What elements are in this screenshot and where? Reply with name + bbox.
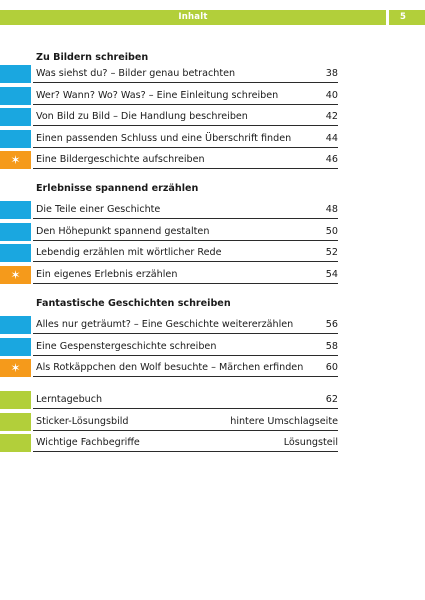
toc-entry[interactable] [0,413,338,431]
toc-entry-title: Die Teile einer Geschichte [36,204,161,215]
star-icon: ✶ [10,153,21,167]
section-heading: Erlebnisse spannend erzählen [36,183,199,194]
toc-entry[interactable] [0,65,338,83]
divider-line [33,168,338,169]
toc-entry-page: 40 [325,89,338,101]
toc-entry-title: Sticker-Lösungsbild [36,415,129,427]
chapter-marker [0,223,31,241]
toc-entry-page: hintere Umschlagseite [230,415,338,427]
chapter-marker [0,108,31,126]
toc-entry-title: Den Höhepunkt spannend gestalten [36,225,210,237]
divider-line [33,240,338,241]
divider-line [33,104,338,105]
toc-entry-page: 50 [325,225,338,237]
toc-entry[interactable] [0,266,338,284]
divider-line [33,451,338,452]
toc-entry-page: 48 [325,204,338,215]
toc-entry-title: Eine Gespenstergeschichte schreiben [36,340,217,352]
chapter-marker [0,201,31,219]
divider-line [33,82,338,83]
section-heading: Zu Bildern schreiben [36,52,149,63]
chapter-marker [0,244,31,262]
toc-entry-page: 44 [325,132,338,144]
toc-entry-title: Alles nur geträumt? – Eine Geschichte weitererzählen [36,319,294,330]
toc-entry-page: 38 [325,68,338,79]
divider-line [33,261,338,262]
bonus-marker [0,151,31,169]
toc-entry-page: 60 [325,362,338,373]
divider-line [33,333,338,334]
divider-line [33,430,338,431]
toc-entry-title: Eine Bildergeschichte aufschreiben [36,154,205,165]
chapter-marker [0,87,31,105]
chapter-marker [0,316,31,334]
divider-line [33,218,338,219]
toc-entry-page: Lösungsteil [283,437,338,448]
toc-entry-page: 62 [325,394,338,405]
divider-line [33,125,338,126]
toc-entry-title: Lebendig erzählen mit wörtlicher Rede [36,247,222,258]
toc-entry[interactable] [0,391,338,409]
toc-entry-page: 56 [325,319,338,330]
page-number: 5 [389,10,425,25]
chapter-marker [0,413,31,431]
chapter-marker [0,130,31,148]
toc-entry-title: Was siehst du? – Bilder genau betrachten [36,68,236,79]
star-icon: ✶ [10,361,21,375]
toc-entry-title: Wer? Wann? Wo? Was? – Eine Einleitung schreiben [36,89,279,101]
toc-entry[interactable] [0,201,338,219]
star-icon: ✶ [10,267,21,282]
chapter-marker [0,391,31,409]
bonus-marker [0,359,31,377]
toc-entry-title: Lerntagebuch [36,394,103,405]
divider-line [33,355,338,356]
toc-entry[interactable] [0,316,338,334]
toc-entry[interactable] [0,338,338,356]
toc-entry-title: Ein eigenes Erlebnis erzählen [36,268,178,280]
divider-line [33,283,338,284]
toc-entry[interactable] [0,244,338,262]
toc-entry-title: Von Bild zu Bild – Die Handlung beschreiben [36,111,248,122]
toc-entry-title: Wichtige Fachbegriffe [36,437,140,448]
chapter-marker [0,434,31,452]
page-title: Inhalt [178,12,208,22]
toc-entry[interactable] [0,223,338,241]
toc-entry[interactable] [0,151,338,169]
toc-entry[interactable] [0,434,338,452]
toc-entry-page: 42 [325,111,338,122]
divider-line [33,376,338,377]
chapter-marker [0,338,31,356]
divider-line [33,408,338,409]
toc-entry[interactable] [0,130,338,148]
divider-line [33,147,338,148]
toc-entry-page: 52 [325,247,338,258]
bonus-marker [0,266,31,284]
toc-entry-page: 58 [325,340,338,352]
header-bar [0,10,386,25]
toc-entry[interactable] [0,87,338,105]
toc-entry[interactable] [0,359,338,377]
toc-entry-page: 46 [325,154,338,165]
toc-entry[interactable] [0,108,338,126]
toc-entry-page: 54 [325,268,338,280]
toc-entry-title: Einen passenden Schluss und eine Überschrift finden [36,132,292,144]
chapter-marker [0,65,31,83]
section-heading: Fantastische Geschichten schreiben [36,298,231,309]
toc-entry-title: Als Rotkäppchen den Wolf besuchte – Märchen erfinden [36,362,304,373]
